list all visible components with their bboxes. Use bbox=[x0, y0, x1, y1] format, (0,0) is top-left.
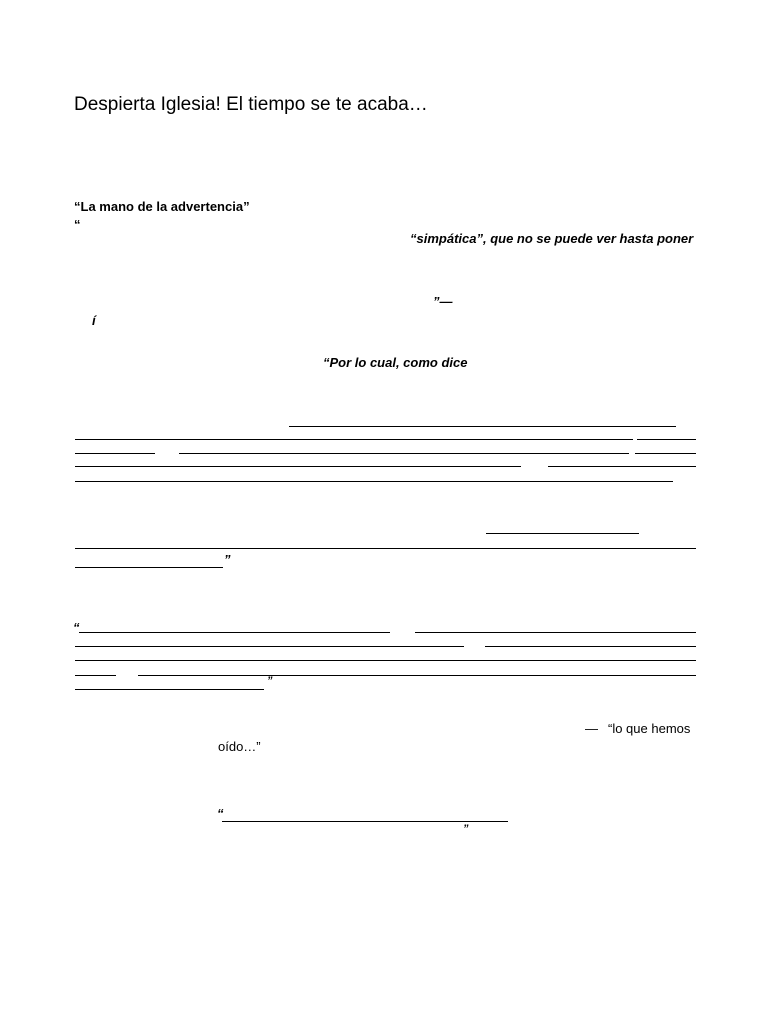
text-fragment-simpatica: “simpática”, que no se puede ver hasta poner bbox=[410, 231, 694, 246]
underline-rule bbox=[75, 675, 116, 676]
underline-rule bbox=[75, 689, 264, 690]
underline-rule bbox=[138, 675, 696, 676]
underline-rule bbox=[79, 632, 390, 633]
opening-quote-mark: “ bbox=[217, 806, 224, 821]
underline-rule bbox=[635, 453, 696, 454]
text-fragment-lo-que-hemos: “lo que hemos bbox=[608, 721, 691, 736]
underline-rule bbox=[485, 646, 696, 647]
underline-rule bbox=[75, 660, 696, 661]
underline-rule bbox=[75, 439, 633, 440]
opening-quote-mark: “ bbox=[74, 217, 81, 232]
section-heading: “La mano de la advertencia” bbox=[74, 199, 250, 214]
underline-rule bbox=[75, 567, 223, 568]
em-dash: — bbox=[585, 721, 598, 736]
document-title: Despierta Iglesia! El tiempo se te acaba… bbox=[74, 94, 428, 115]
closing-quote-mark: ” bbox=[267, 675, 273, 687]
underline-rule bbox=[75, 453, 155, 454]
opening-quote-mark: “ bbox=[73, 620, 80, 635]
underline-rule bbox=[548, 466, 696, 467]
underline-rule bbox=[75, 646, 464, 647]
underline-rule bbox=[75, 481, 673, 482]
underline-rule bbox=[637, 439, 696, 440]
underline-rule bbox=[289, 426, 676, 427]
underline-rule bbox=[75, 466, 521, 467]
underline-rule bbox=[222, 821, 508, 822]
text-fragment-oido: oído…” bbox=[218, 739, 261, 754]
closing-quote-mark: ” bbox=[224, 552, 231, 567]
underline-rule bbox=[415, 632, 696, 633]
underline-rule bbox=[75, 548, 696, 549]
closing-quote-mark: ” bbox=[463, 823, 469, 835]
underline-rule bbox=[179, 453, 629, 454]
underline-rule bbox=[486, 533, 639, 534]
stray-mark: í bbox=[92, 313, 96, 328]
text-fragment-por-lo-cual: “Por lo cual, como dice bbox=[323, 355, 468, 370]
closing-quote-dash: ”— bbox=[433, 294, 453, 309]
